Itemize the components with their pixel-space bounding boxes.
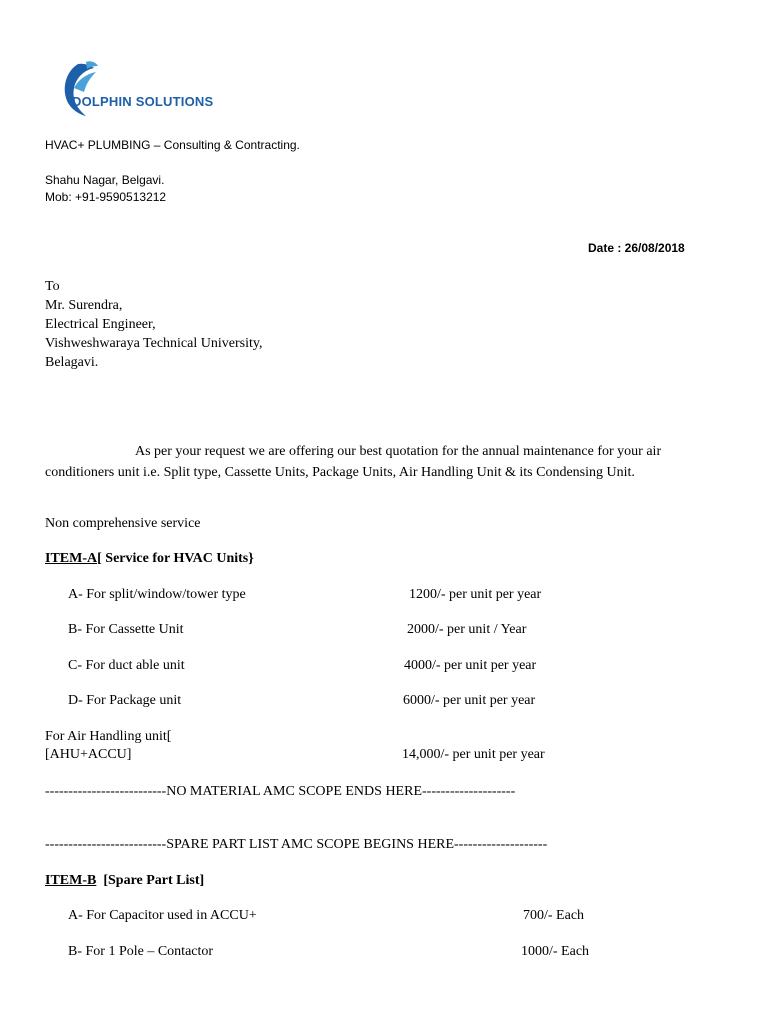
item-a-row-price: 2000/- per unit / Year [407,622,527,637]
item-a-title: [ Service for HVAC Units} [97,551,254,566]
intro-line-1: As per your request we are offering our best quotation for the annual maintenance for your air [135,444,662,459]
service-type: Non comprehensive service [45,516,201,531]
item-a-row-desc: B- For Cassette Unit [68,622,184,637]
item-b-heading [45,873,204,889]
recipient-name: Mr. Surendra, [45,298,123,313]
item-a-row-desc: D- For Package unit [68,693,182,708]
item-b-title: [Spare Part List] [96,873,205,888]
item-a-heading [45,551,254,567]
item-a-label: ITEM-A [45,551,98,566]
dolphin-icon [60,58,230,124]
company-logo [60,58,230,124]
item-b-row-price: 1000/- Each [521,944,590,959]
divider-scope-ends: --------------------------NO MATERIAL AMC SCOPE ENDS HERE-------------------- [45,784,516,799]
item-a-row-desc: A- For split/window/tower type [68,587,246,602]
item-b-row-desc: B- For 1 Pole – Contactor [68,944,214,959]
item-a-row-price: 1200/- per unit per year [409,587,542,602]
company-mobile: Mob: +91-9590513212 [45,190,167,204]
recipient-title: Electrical Engineer, [45,317,156,332]
ahu-line-1: For Air Handling unit[ [45,729,172,744]
item-b-row-price: 700/- Each [523,908,585,923]
letter-date: Date : 26/08/2018 [588,241,685,255]
item-b-label: ITEM-B [45,873,97,888]
recipient-city: Belagavi. [45,355,99,370]
item-b-row-desc: A- For Capacitor used in ACCU+ [68,908,257,923]
item-a-row-price: 6000/- per unit per year [403,693,536,708]
recipient-org: Vishweshwaraya Technical University, [45,336,263,351]
ahu-price: 14,000/- per unit per year [402,747,545,762]
recipient-to: To [45,279,60,294]
ahu-line-2: [AHU+ACCU] [45,747,132,762]
intro-line-2: conditioners unit i.e. Split type, Cassette Units, Package Units, Air Handling Unit & its Condensing Unit. [45,465,635,480]
item-a-row-desc: C- For duct able unit [68,658,185,673]
company-tagline: HVAC+ PLUMBING – Consulting & Contracting. [45,138,300,152]
item-a-row-price: 4000/- per unit per year [404,658,537,673]
company-name: DOLPHIN SOLUTIONS [72,94,214,109]
divider-scope-begins: --------------------------SPARE PART LIST AMC SCOPE BEGINS HERE-------------------- [45,837,548,852]
company-address: Shahu Nagar, Belgavi. [45,173,165,187]
